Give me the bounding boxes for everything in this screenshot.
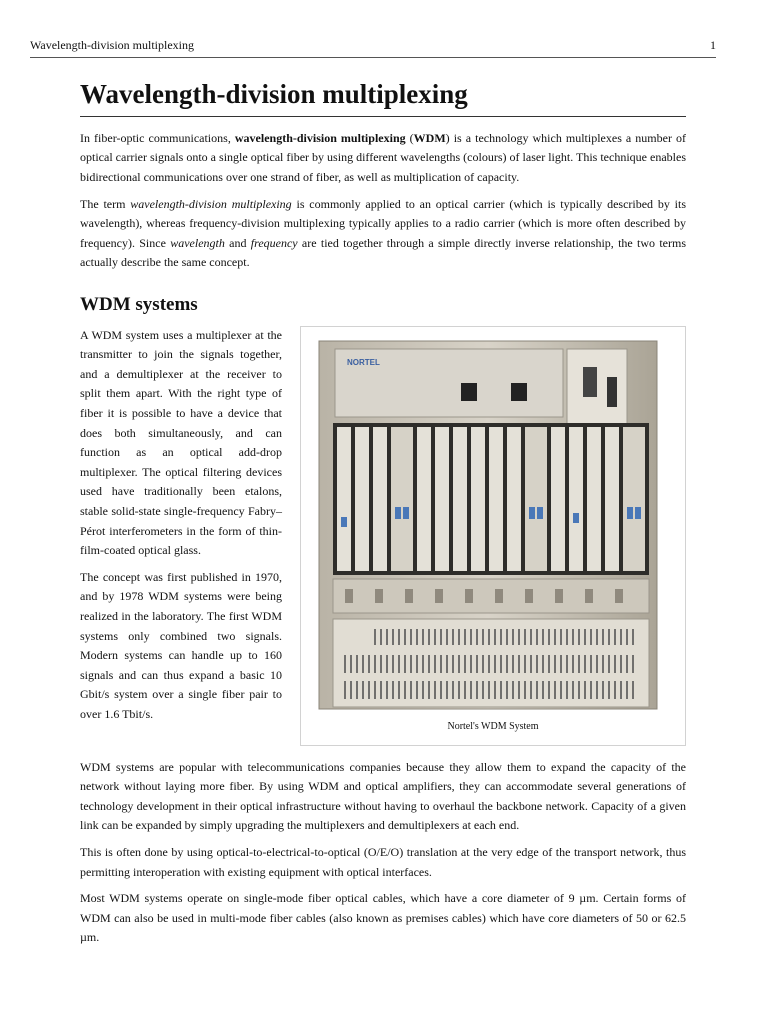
page-number: 1: [710, 38, 716, 52]
term-wdm-abbrev: WDM: [413, 130, 446, 145]
wdm-system-photo: [315, 337, 671, 715]
section-float-wrap: [80, 326, 686, 752]
article-body: [80, 78, 686, 955]
term-italic: wavelength-division multiplexing: [130, 196, 292, 211]
section-paragraph-5: Most WDM systems operate on single-mode fiber optical cables, which have a core diameter of 9 µm. Certain forms of WDM can also be used in multi-mode fiber cables (also known as premises cables) which have core diameters of 50 or 62.5 µm.: [80, 891, 686, 945]
figure-caption: Nortel's WDM System: [447, 720, 539, 732]
section-paragraph-1: A WDM system uses a multiplexer at the transmitter to join the signals together, and a demultiplexer at the receiver to split them apart. With the right type of fiber it is possible to have a device that does both simultaneously, and can function as an optical add-drop multiplexer. The optical filtering devices used have traditionally been etalons, stable solid-state single-frequency Fabry–Pérot interferometers in the form of thin-film-coated optical glass.: [80, 327, 282, 558]
figure-box: [300, 326, 686, 746]
intro-text: is commonly applied to an optical carrier (which is typically described by its wavelength), whereas frequency-division multiplexing typically applies to a radio carrier (which is more often described by frequency). Since: [80, 196, 686, 250]
intro-text: ) is a technology which multiplexes a number of optical carrier signals onto a single optical fiber by using different wavelengths (colours) of laser light. This technique enables bidirectional communications over one strand of fiber, as well as multiplication of capacity.: [80, 130, 687, 184]
page-title: Wavelength-division multiplexing: [80, 78, 686, 117]
section-paragraph-3: WDM systems are popular with telecommunications companies because they allow them to expand the capacity of the network without laying more fiber. By using WDM and optical amplifiers, they can accommodate several generations of technology development in their optical infrastructure without having to overhaul the backbone network. Capacity of a given link can be expanded by simply upgrading the multiplexers and demultiplexers at each end.: [80, 759, 686, 833]
section-paragraph-4: This is often done by using optical-to-electrical-to-optical (O/E/O) translation at the very edge of the transport network, thus permitting interoperation with existing equipment with optical interfaces.: [80, 844, 686, 879]
section-paragraph-2: The concept was first published in 1970, and by 1978 WDM systems were being realized in the laboratory. The first WDM systems only combined two signals. Modern systems can handle up to 160 signals and can thus expand a basic 10 Gbit/s system over a single fiber pair to over 1.6 Tbit/s.: [80, 569, 282, 721]
intro-text: The term: [80, 196, 131, 211]
term-italic: wavelength: [170, 235, 225, 250]
running-title: Wavelength-division multiplexing: [30, 38, 195, 52]
intro-text: In fiber-optic communications,: [80, 130, 235, 145]
term-wdm-full: wavelength-division multiplexing: [234, 130, 406, 145]
intro-text: are tied together through a simple directly inverse relationship, the two terms actually describe the same concept.: [80, 235, 686, 270]
intro-paragraph-2: [80, 195, 686, 273]
intro-text: and: [224, 235, 251, 250]
running-header: [30, 38, 716, 58]
term-italic: frequency: [250, 235, 298, 250]
intro-text: (: [405, 130, 414, 145]
intro-paragraph-1: [80, 129, 686, 188]
section-heading: WDM systems: [80, 293, 198, 315]
brand-logo: NORTEL: [347, 357, 380, 367]
